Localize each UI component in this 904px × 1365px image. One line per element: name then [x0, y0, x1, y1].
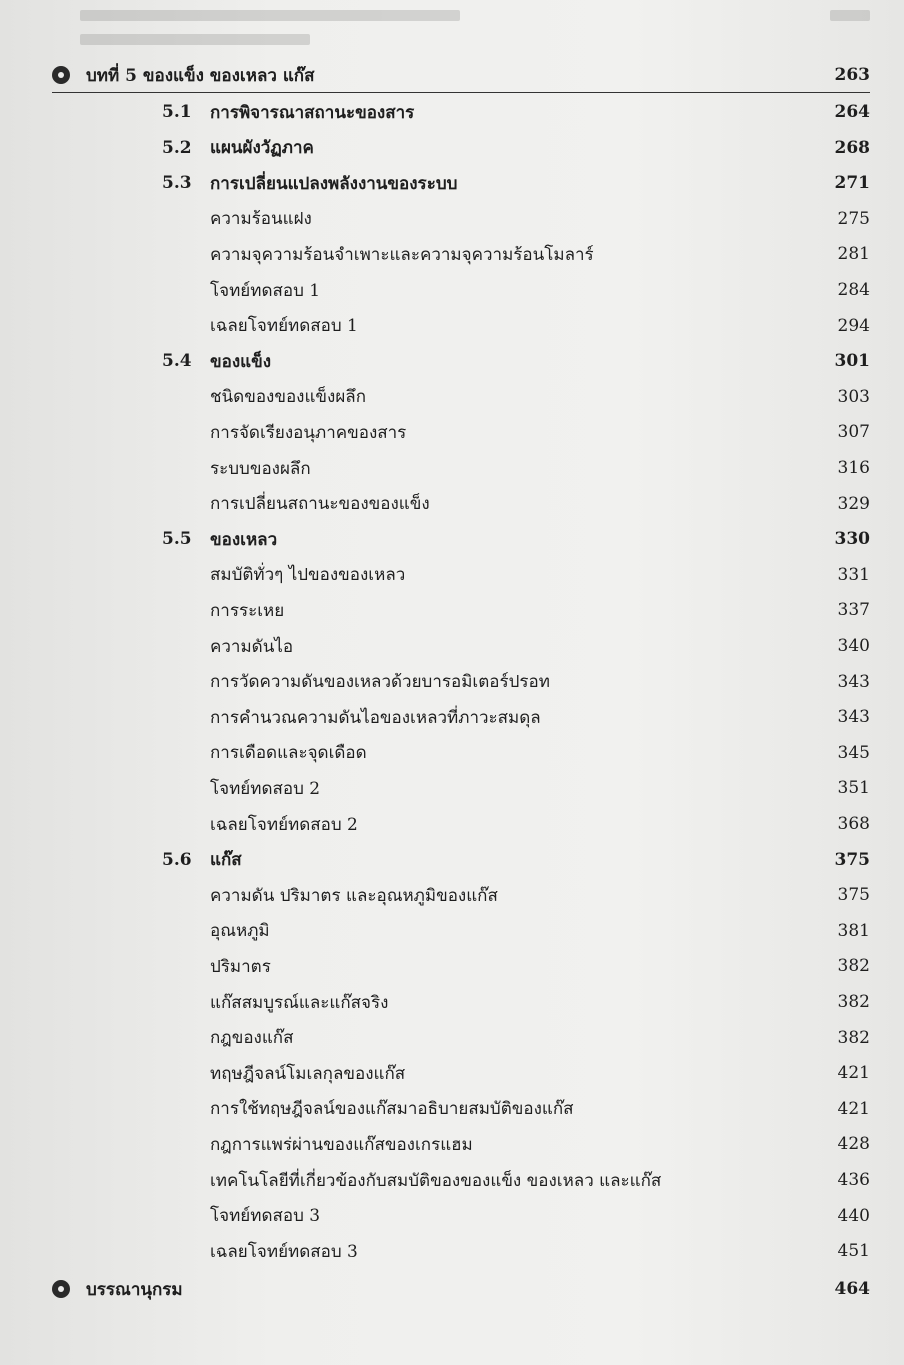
- entry-title: การระเหย: [210, 600, 285, 621]
- show-through-text: [0, 0, 904, 55]
- entry-page-number: 284: [837, 280, 870, 300]
- toc-subsection-entry: [0, 1163, 870, 1197]
- toc-subsection-entry: [0, 415, 870, 449]
- entry-page-number: 428: [837, 1134, 870, 1155]
- toc-subsection-entry: [0, 451, 870, 485]
- chapter-title: บทที่ 5 ของแข็ง ของเหลว แก๊ส: [86, 65, 315, 86]
- toc-subsection-entry: [0, 700, 870, 734]
- toc-subsection-entry: [0, 629, 870, 663]
- entry-page-number: 268: [834, 137, 870, 158]
- entry-page-number: 382: [837, 992, 870, 1012]
- entry-title: การคำนวณความดันไอของเหลวที่ภาวะสมดุล: [210, 707, 541, 728]
- entry-page-number: 375: [834, 849, 870, 870]
- entry-page-number: 340: [837, 636, 870, 656]
- toc-subsection-entry: [0, 665, 870, 699]
- entry-title: โจทย์ทดสอบ 2: [210, 778, 321, 799]
- entry-title: เฉลยโจทย์ทดสอบ 2: [210, 814, 358, 835]
- entry-page-number: 421: [837, 1063, 870, 1084]
- toc-subsection-entry: [0, 1021, 870, 1055]
- toc-subsection-entry: [0, 1234, 870, 1268]
- toc-subsection-entry: [0, 914, 870, 948]
- toc-subsection-entry: [0, 1127, 870, 1161]
- entry-page-number: 281: [837, 244, 870, 265]
- entry-title: แก๊สสมบูรณ์และแก๊สจริง: [210, 992, 389, 1013]
- entry-title: อุณหภูมิ: [210, 921, 270, 942]
- entry-page-number: 271: [834, 173, 870, 194]
- entry-title: โจทย์ทดสอบ 3: [210, 1206, 321, 1227]
- toc-subsection-entry: [0, 1056, 870, 1090]
- entry-page-number: 436: [837, 1170, 870, 1190]
- entry-page-number: 345: [837, 742, 870, 763]
- toc-subsection-entry: [0, 1092, 870, 1126]
- entry-title: ของแข็ง: [210, 351, 272, 372]
- toc-section-entry: [0, 522, 870, 556]
- entry-title: ความดันไอ: [210, 636, 294, 657]
- section-number: 5.3: [162, 173, 192, 194]
- chapter-bullet-icon: [52, 66, 70, 84]
- entry-page-number: 440: [837, 1205, 870, 1226]
- toc-subsection-entry: [0, 949, 870, 983]
- entry-title: การเดือดและจุดเดือด: [210, 743, 367, 764]
- entry-title: แก๊ส: [210, 850, 242, 871]
- entry-title: ทฤษฎีจลน์โมเลกุลของแก๊ส: [210, 1063, 406, 1084]
- toc-subsection-entry: [0, 273, 870, 307]
- toc-section-entry: [0, 843, 870, 877]
- bibliography-page: 464: [834, 1279, 870, 1299]
- entry-page-number: 343: [837, 707, 870, 728]
- entry-title: แผนผังวัฏภาค: [210, 138, 314, 159]
- toc-subsection-entry: [0, 771, 870, 805]
- toc-section-entry: [0, 166, 870, 200]
- entry-title: การเปลี่ยนแปลงพลังงานของระบบ: [210, 173, 458, 194]
- entry-page-number: 264: [834, 102, 870, 122]
- entry-title: การใช้ทฤษฎีจลน์ของแก๊สมาอธิบายสมบัติของแก๊ส: [210, 1099, 574, 1120]
- entry-title: กฎการแพร่ผ่านของแก๊สของเกรแฮม: [210, 1134, 473, 1155]
- entry-page-number: 368: [837, 814, 870, 834]
- toc-subsection-entry: [0, 558, 870, 592]
- entry-page-number: 329: [837, 493, 870, 514]
- bibliography-heading: [52, 1272, 870, 1306]
- toc-subsection-entry: [0, 237, 870, 271]
- entry-page-number: 330: [834, 529, 870, 550]
- entry-page-number: 316: [837, 458, 870, 478]
- entry-title: ความร้อนแฝง: [210, 209, 312, 230]
- section-number: 5.1: [162, 102, 192, 122]
- toc-subsection-entry: [0, 985, 870, 1019]
- toc-subsection-entry: [0, 487, 870, 521]
- entry-title: ความจุความร้อนจำเพาะและความจุความร้อนโมลาร์: [210, 244, 594, 265]
- entry-page-number: 331: [837, 564, 870, 585]
- entry-title: ของเหลว: [210, 529, 278, 550]
- toc-subsection-entry: [0, 202, 870, 236]
- bibliography-bullet-icon: [52, 1280, 70, 1298]
- toc-subsection-entry: [0, 309, 870, 343]
- section-number: 5.4: [162, 351, 192, 372]
- entry-title: การเปลี่ยนสถานะของของแข็ง: [210, 494, 430, 515]
- entry-title: สมบัติทั่วๆ ไปของของเหลว: [210, 565, 406, 586]
- entry-title: ความดัน ปริมาตร และอุณหภูมิของแก๊ส: [210, 885, 498, 906]
- entry-page-number: 301: [834, 351, 870, 372]
- entry-title: เทคโนโลยีที่เกี่ยวข้องกับสมบัติของของแข็ง ของเหลว และแก๊ส: [210, 1170, 662, 1191]
- toc-section-entry: [0, 95, 870, 129]
- entry-title: ชนิดของของแข็งผลึก: [210, 387, 367, 408]
- entry-page-number: 294: [837, 315, 870, 336]
- entry-page-number: 275: [837, 208, 870, 229]
- toc-subsection-entry: [0, 1199, 870, 1233]
- toc-subsection-entry: [0, 380, 870, 414]
- section-number: 5.6: [162, 849, 192, 870]
- toc-subsection-entry: [0, 807, 870, 841]
- toc-subsection-entry: [0, 736, 870, 770]
- entry-title: กฎของแก๊ส: [210, 1028, 294, 1049]
- toc-section-entry: [0, 344, 870, 378]
- entry-page-number: 337: [837, 600, 870, 621]
- entry-title: การวัดความดันของเหลวด้วยบารอมิเตอร์ปรอท: [210, 672, 550, 693]
- entry-title: การจัดเรียงอนุภาคของสาร: [210, 422, 407, 443]
- entry-title: เฉลยโจทย์ทดสอบ 1: [210, 316, 358, 337]
- entry-title: ระบบของผลึก: [210, 458, 311, 479]
- chapter-heading: [52, 58, 870, 93]
- entry-page-number: 421: [837, 1098, 870, 1119]
- entry-title: เฉลยโจทย์ทดสอบ 3: [210, 1241, 358, 1262]
- toc-subsection-entry: [0, 593, 870, 627]
- entry-page-number: 381: [837, 920, 870, 941]
- entry-page-number: 351: [837, 778, 870, 799]
- chapter-page: 263: [834, 65, 870, 85]
- bibliography-title: บรรณานุกรม: [86, 1279, 183, 1300]
- entry-page-number: 382: [837, 1027, 870, 1048]
- entry-page-number: 451: [837, 1241, 870, 1262]
- entry-page-number: 303: [837, 386, 870, 407]
- toc-section-entry: [0, 131, 870, 165]
- entry-page-number: 307: [837, 422, 870, 443]
- entry-page-number: 375: [837, 885, 870, 906]
- entry-title: โจทย์ทดสอบ 1: [210, 280, 321, 301]
- section-number: 5.5: [162, 529, 192, 550]
- section-number: 5.2: [162, 137, 192, 158]
- entry-page-number: 343: [837, 671, 870, 692]
- entry-title: ปริมาตร: [210, 956, 271, 977]
- entry-title: การพิจารณาสถานะของสาร: [210, 102, 415, 123]
- toc-subsection-entry: [0, 878, 870, 912]
- entry-page-number: 382: [837, 956, 870, 977]
